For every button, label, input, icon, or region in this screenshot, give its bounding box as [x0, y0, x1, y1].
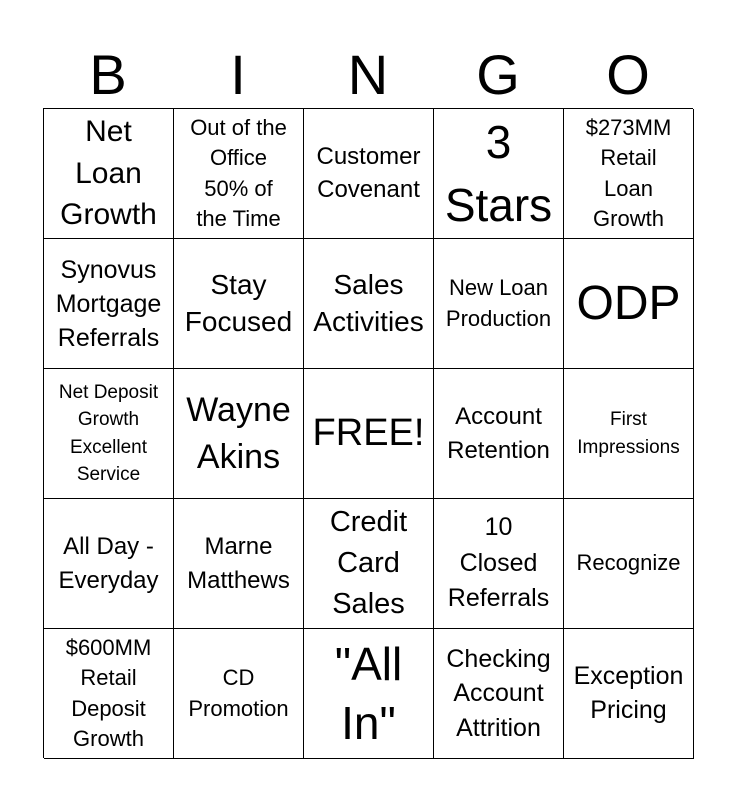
- bingo-cell[interactable]: [434, 239, 564, 369]
- cell-label: Recognize: [576, 550, 681, 576]
- bingo-cell[interactable]: [44, 109, 174, 239]
- header-letter-g: G: [476, 43, 520, 106]
- cell-label: "All In": [334, 637, 403, 749]
- cell-label: Net Loan Growth: [60, 115, 157, 232]
- bingo-cell[interactable]: [434, 109, 564, 239]
- bingo-cell[interactable]: [564, 629, 694, 759]
- cell-label: New Loan Production: [445, 275, 552, 331]
- header-letter-i: I: [230, 43, 246, 106]
- bingo-cell[interactable]: [304, 239, 434, 369]
- bingo-cell[interactable]: [174, 109, 304, 239]
- cell-label: Customer Covenant: [316, 143, 421, 203]
- bingo-cell[interactable]: [44, 499, 174, 629]
- bingo-cell[interactable]: [174, 369, 304, 499]
- bingo-cell[interactable]: [434, 499, 564, 629]
- free-space-label: FREE!: [312, 411, 425, 454]
- header-letter-n: N: [347, 43, 389, 106]
- cell-label: Out of the Office 50% of the Time: [190, 114, 287, 231]
- cell-label: First Impressions: [577, 409, 680, 458]
- cell-label: ODP: [576, 276, 681, 330]
- cell-label: Account Retention: [447, 403, 550, 464]
- cell-label: Sales Activities: [313, 269, 424, 337]
- bingo-cell[interactable]: [44, 239, 174, 369]
- bingo-cell[interactable]: [174, 629, 304, 759]
- cell-label: Stay Focused: [184, 269, 293, 337]
- bingo-card-grid: [43, 108, 693, 758]
- cell-label: 3 Stars: [444, 115, 553, 231]
- bingo-cell[interactable]: [304, 499, 434, 629]
- bingo-cell[interactable]: [564, 499, 694, 629]
- bingo-cell[interactable]: [174, 239, 304, 369]
- cell-label: Wayne Akins: [186, 390, 291, 476]
- bingo-cell[interactable]: [304, 369, 434, 499]
- cell-label: 10 Closed Referrals: [447, 513, 550, 613]
- bingo-cell[interactable]: [304, 109, 434, 239]
- cell-label: $600MM Retail Deposit Growth: [65, 634, 152, 751]
- bingo-cell[interactable]: [564, 109, 694, 239]
- cell-label: Synovus Mortgage Referrals: [55, 255, 162, 352]
- bingo-cell[interactable]: [564, 239, 694, 369]
- header-letter-b: B: [89, 43, 127, 106]
- cell-label: $273MM Retail Loan Growth: [585, 114, 672, 231]
- cell-label: All Day - Everyday: [58, 532, 159, 594]
- bingo-cell[interactable]: [434, 369, 564, 499]
- bingo-cell[interactable]: [44, 629, 174, 759]
- cell-label: Net Deposit Growth Excellent Service: [58, 382, 159, 485]
- header-letter-o: O: [606, 43, 650, 106]
- cell-label: Checking Account Attrition: [446, 644, 551, 742]
- cell-label: Exception Pricing: [573, 661, 684, 724]
- bingo-cell[interactable]: [174, 499, 304, 629]
- cell-label: Credit Card Sales: [329, 505, 408, 621]
- bingo-cell[interactable]: [304, 629, 434, 759]
- bingo-cell[interactable]: [44, 369, 174, 499]
- bingo-header: [43, 42, 693, 108]
- bingo-cell[interactable]: [434, 629, 564, 759]
- bingo-cell[interactable]: [564, 369, 694, 499]
- cell-label: CD Promotion: [188, 664, 289, 721]
- cell-label: Marne Matthews: [187, 532, 290, 594]
